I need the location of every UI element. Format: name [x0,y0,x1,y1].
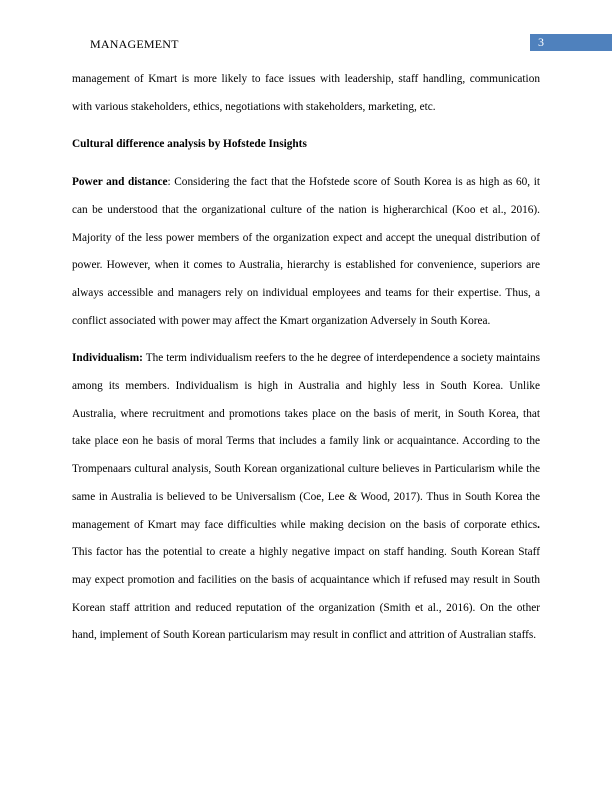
page-number: 3 [538,35,544,49]
intro-paragraph: management of Kmart is more likely to face issues with leadership, staff handling, communication with various stakeholders, ethics, negotiations with stakeholders, marketing, etc. [72,73,540,113]
individualism-text-2: This factor has the potential to create a highly negative impact on staff handing. South Korean Staff may expect promotion and facilities on the basis of acquaintance which if refused may result in South Korean staff attrition and reduced reputation of the organization (Smith et al., 2016). On the other hand, implement of South Korean particularism may result in conflict and attrition of Australian staffs. [72,546,540,642]
individualism-term: Individualism: [72,352,143,365]
running-head: MANAGEMENT [90,37,179,51]
document-body [72,66,540,660]
individualism-paragraph [72,345,540,650]
power-distance-text: : Considering the fact that the Hofstede score of South Korea is as high as 60, it can be understood that the organizational culture of the nation is higherarchical (Koo et al., 2016). Majority of the less power members of the organization expect and accept the unequal distribution of power. However, when it comes to Australia, hierarchy is established for convenience, superiors are always accessible and managers rely on individual employees and teams for their expertise. Thus, a conflict associated with power may affect the Kmart organization Adversely in South Korea. [72,176,540,327]
power-distance-paragraph [72,169,540,335]
individualism-text-1: The term individualism reefers to the he degree of interdependence a society maintains among its members. Individualism is high in Australia and highly less in South Korea. Unlike Australia, where recruitment and promotions takes place on the basis of merit, in South Korea, that take place eon he basis of moral Terms that includes a family link or acquaintance. According to the Trompenaars cultural analysis, South Korean organizational culture believes in Particularism while the same in Australia is believed to be Universalism (Coe, Lee & Wood, 2017). Thus in South Korea the management of Kmart may face difficulties while making decision on the basis of corporate ethics [72,352,540,531]
individualism-dot: . [537,518,540,531]
power-distance-term: Power and distance [72,176,168,189]
section-heading: Cultural difference analysis by Hofstede Insights [72,138,307,151]
page-number-bar [530,34,612,51]
